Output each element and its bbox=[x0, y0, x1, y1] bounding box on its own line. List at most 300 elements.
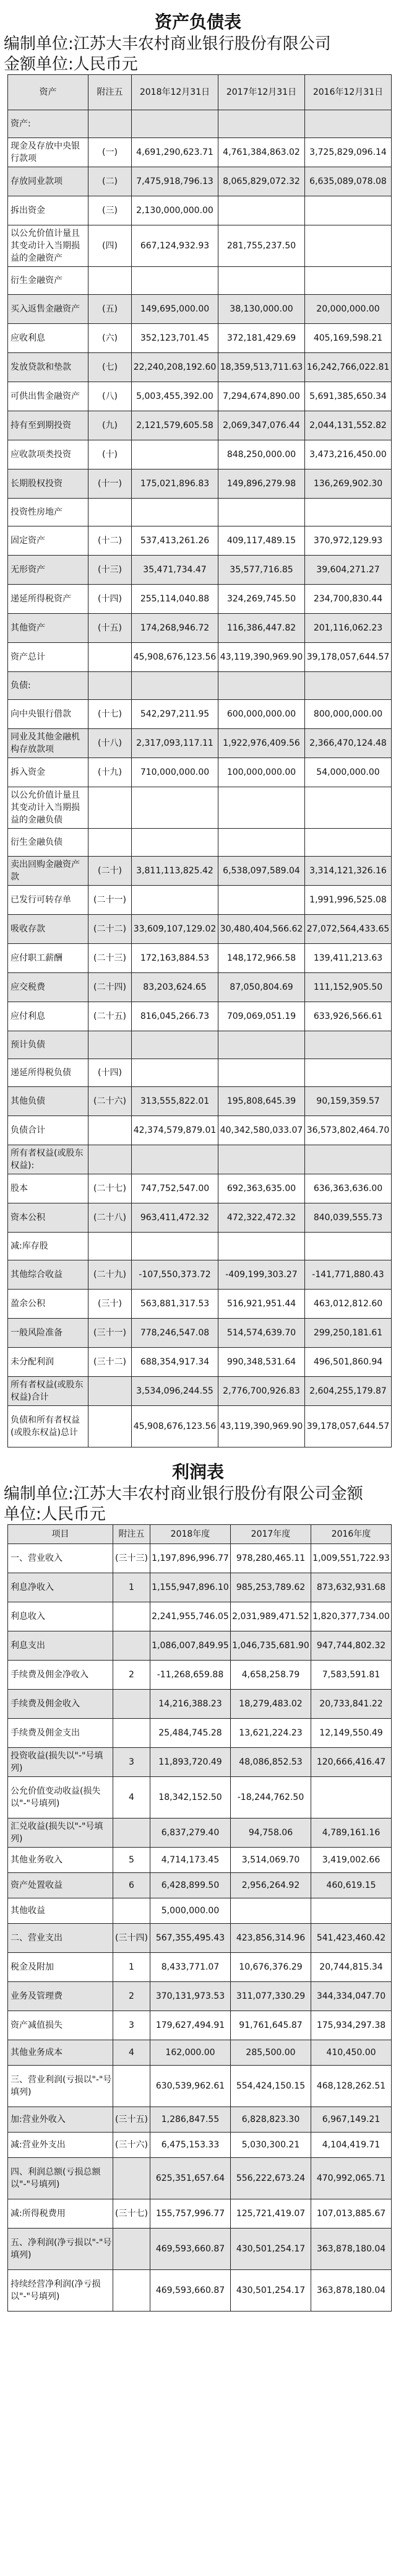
value-2016: 6,967,149.21 bbox=[311, 2107, 392, 2133]
table-row bbox=[8, 2107, 392, 2133]
value-2016: 363,878,180.04 bbox=[311, 2229, 392, 2270]
value-2016 bbox=[305, 829, 392, 857]
value-2016: 470,992,065.71 bbox=[311, 2158, 392, 2199]
value-2017: 285,500.00 bbox=[231, 2040, 311, 2066]
value-2016: 27,072,564,433.65 bbox=[305, 915, 392, 944]
value-2016: 3,725,829,096.14 bbox=[305, 138, 392, 167]
row-label: 可供出售金融资产 bbox=[8, 382, 88, 411]
row-note bbox=[88, 1031, 132, 1059]
value-2016: 633,926,566.61 bbox=[305, 1002, 392, 1031]
value-2016: 1,991,996,525.08 bbox=[305, 886, 392, 915]
value-2016: 120,666,416.47 bbox=[311, 1748, 392, 1777]
table-row bbox=[8, 295, 392, 324]
value-2018: 45,908,676,123.56 bbox=[132, 1406, 218, 1447]
value-2017: 311,077,330.29 bbox=[231, 1982, 311, 2011]
value-2017: 4,658,258.79 bbox=[231, 1661, 311, 1690]
row-note bbox=[113, 1898, 150, 1924]
row-note: (十二) bbox=[88, 526, 132, 556]
value-2018: 1,286,847.55 bbox=[150, 2107, 231, 2133]
row-note: (十三) bbox=[88, 556, 132, 585]
row-label: 资本公积 bbox=[8, 1203, 88, 1233]
table-row bbox=[8, 1873, 392, 1898]
value-2016: 36,573,802,464.70 bbox=[305, 1116, 392, 1145]
table-row bbox=[8, 1898, 392, 1924]
row-note: (六) bbox=[88, 324, 132, 353]
value-2018: 172,163,884.53 bbox=[132, 944, 218, 973]
value-2016: 234,700,830.44 bbox=[305, 585, 392, 614]
value-2018: 1,086,007,849.95 bbox=[150, 1631, 231, 1661]
row-note: (七) bbox=[88, 353, 132, 382]
table-row bbox=[8, 499, 392, 526]
table-row bbox=[8, 1777, 392, 1818]
value-2017: 4,761,384,863.02 bbox=[218, 138, 305, 167]
header-2016: 2016年度 bbox=[311, 1525, 392, 1544]
value-2018: 179,627,494.91 bbox=[150, 2011, 231, 2040]
value-2017: 148,172,966.58 bbox=[218, 944, 305, 973]
balance-sheet-title: 资产负债表 bbox=[154, 12, 241, 32]
value-2018 bbox=[132, 1145, 218, 1174]
table-row bbox=[8, 2040, 392, 2066]
row-label: 手续费及佣金收入 bbox=[8, 1690, 113, 1719]
value-2017: 556,222,673.24 bbox=[231, 2158, 311, 2199]
row-note: 3 bbox=[113, 2011, 150, 2040]
value-2016: 541,423,460.42 bbox=[311, 1924, 392, 1953]
value-2017: 430,501,254.17 bbox=[231, 2270, 311, 2312]
value-2017 bbox=[218, 1145, 305, 1174]
value-2018: 563,881,317.53 bbox=[132, 1290, 218, 1319]
value-2018: 542,297,211.95 bbox=[132, 700, 218, 729]
value-2018: 5,000,000.00 bbox=[150, 1898, 231, 1924]
income-statement-table bbox=[7, 1524, 392, 2312]
table-row bbox=[8, 1690, 392, 1719]
row-note bbox=[88, 1406, 132, 1447]
row-note bbox=[113, 1602, 150, 1631]
value-2016 bbox=[305, 196, 392, 225]
balance-sheet-table bbox=[7, 74, 392, 1447]
value-2018: 11,893,720.49 bbox=[150, 1748, 231, 1777]
value-2017: 2,069,347,076.44 bbox=[218, 411, 305, 440]
value-2016: 463,012,812.60 bbox=[305, 1290, 392, 1319]
value-2017 bbox=[218, 1031, 305, 1059]
value-2017: 978,280,465.11 bbox=[231, 1544, 311, 1573]
value-2017 bbox=[218, 499, 305, 526]
value-2017: 40,342,580,033.07 bbox=[218, 1116, 305, 1145]
value-2016: 6,635,089,078.08 bbox=[305, 167, 392, 196]
row-note: (二十九) bbox=[88, 1260, 132, 1290]
table-row bbox=[8, 614, 392, 643]
row-note: (三) bbox=[88, 196, 132, 225]
value-2016: 39,604,271.27 bbox=[305, 556, 392, 585]
row-note: 4 bbox=[113, 2040, 150, 2066]
row-label: 应付利息 bbox=[8, 1002, 88, 1031]
row-label: 减:所得税费用 bbox=[8, 2199, 113, 2229]
value-2017: 372,181,429.69 bbox=[218, 324, 305, 353]
table-row bbox=[8, 1924, 392, 1953]
table-row bbox=[8, 1377, 392, 1406]
row-label: 手续费及佣金净收入 bbox=[8, 1661, 113, 1690]
row-note: (三十五) bbox=[113, 2107, 150, 2133]
value-2016 bbox=[305, 267, 392, 295]
table-row bbox=[8, 1116, 392, 1145]
row-note: (二十四) bbox=[88, 973, 132, 1002]
value-2016: 468,128,262.51 bbox=[311, 2066, 392, 2107]
value-2018 bbox=[132, 1059, 218, 1087]
table-row bbox=[8, 1002, 392, 1031]
value-2018: 5,003,455,392.00 bbox=[132, 382, 218, 411]
row-label: 四、利润总额(亏损总额以"-"号填列) bbox=[8, 2158, 113, 2199]
row-label: 二、营业支出 bbox=[8, 1924, 113, 1953]
table-row bbox=[8, 787, 392, 829]
value-2017 bbox=[231, 1898, 311, 1924]
row-note: (五) bbox=[88, 295, 132, 324]
row-note bbox=[88, 787, 132, 829]
value-2017: 600,000,000.00 bbox=[218, 700, 305, 729]
value-2018: 174,268,946.72 bbox=[132, 614, 218, 643]
value-2016: 4,104,419.71 bbox=[311, 2133, 392, 2158]
value-2016: 2,044,131,552.82 bbox=[305, 411, 392, 440]
table-row bbox=[8, 886, 392, 915]
value-2018: 778,246,547.08 bbox=[132, 1319, 218, 1348]
row-label: 利息支出 bbox=[8, 1631, 113, 1661]
income-body bbox=[8, 1544, 392, 2312]
value-2017 bbox=[218, 1059, 305, 1087]
value-2018: 33,609,107,129.02 bbox=[132, 915, 218, 944]
value-2017: 6,828,823.30 bbox=[231, 2107, 311, 2133]
value-2018: 45,908,676,123.56 bbox=[132, 643, 218, 672]
table-row bbox=[8, 324, 392, 353]
value-2017: 125,721,419.07 bbox=[231, 2199, 311, 2229]
value-2018: 963,411,472.32 bbox=[132, 1203, 218, 1233]
table-row bbox=[8, 469, 392, 499]
value-2018: 22,240,208,192.60 bbox=[132, 353, 218, 382]
row-label: 利息净收入 bbox=[8, 1573, 113, 1602]
value-2016: 405,169,598.21 bbox=[305, 324, 392, 353]
value-2017: 2,776,700,926.83 bbox=[218, 1377, 305, 1406]
value-2017 bbox=[218, 196, 305, 225]
value-2018: 3,811,113,825.42 bbox=[132, 857, 218, 886]
value-2017: 516,921,951.44 bbox=[218, 1290, 305, 1319]
income-unit-line: 编制单位:江苏大丰农村商业银行股份有限公司金额 bbox=[4, 1484, 363, 1503]
value-2018: 630,539,962.61 bbox=[150, 2066, 231, 2107]
value-2017: 18,359,513,711.63 bbox=[218, 353, 305, 382]
value-2018: 83,203,624.65 bbox=[132, 973, 218, 1002]
value-2018: 6,475,153.33 bbox=[150, 2133, 231, 2158]
value-2016: 175,934,297.38 bbox=[311, 2011, 392, 2040]
table-row bbox=[8, 2270, 392, 2312]
balance-currency-line: 金额单位:人民币元 bbox=[4, 55, 138, 74]
row-label: 以公允价值计量且其变动计入当期损益的金融负债 bbox=[8, 787, 88, 829]
value-2016 bbox=[305, 1233, 392, 1260]
value-2016: -141,771,880.43 bbox=[305, 1260, 392, 1290]
table-row bbox=[8, 2158, 392, 2199]
row-label: 其他综合收益 bbox=[8, 1260, 88, 1290]
value-2018: 25,484,745.28 bbox=[150, 1719, 231, 1748]
value-2016 bbox=[305, 225, 392, 267]
row-label: 资产: bbox=[8, 110, 88, 138]
table-row bbox=[8, 1544, 392, 1573]
value-2018: 162,000.00 bbox=[150, 2040, 231, 2066]
value-2017: 692,363,635.00 bbox=[218, 1174, 305, 1203]
table-row bbox=[8, 1260, 392, 1290]
header-item: 项目 bbox=[8, 1525, 113, 1544]
balance-unit-line: 编制单位:江苏大丰农村商业银行股份有限公司 bbox=[4, 34, 331, 53]
table-row bbox=[8, 2066, 392, 2107]
table-row bbox=[8, 225, 392, 267]
row-label: 现金及存放中央银行款项 bbox=[8, 138, 88, 167]
value-2018: 469,593,660.87 bbox=[150, 2270, 231, 2312]
row-label: 股本 bbox=[8, 1174, 88, 1203]
row-label: 存放同业款项 bbox=[8, 167, 88, 196]
table-row bbox=[8, 556, 392, 585]
value-2018: 2,121,579,605.58 bbox=[132, 411, 218, 440]
value-2016: 3,473,216,450.00 bbox=[305, 440, 392, 469]
row-label: 资产处置收益 bbox=[8, 1873, 113, 1898]
row-note: 3 bbox=[113, 1748, 150, 1777]
row-note: (十四) bbox=[88, 585, 132, 614]
value-2017: 430,501,254.17 bbox=[231, 2229, 311, 2270]
value-2016: 299,250,181.61 bbox=[305, 1319, 392, 1348]
value-2018: 469,593,660.87 bbox=[150, 2229, 231, 2270]
row-note bbox=[113, 2229, 150, 2270]
table-row bbox=[8, 1203, 392, 1233]
table-row bbox=[8, 973, 392, 1002]
row-label: 衍生金融资产 bbox=[8, 267, 88, 295]
table-row bbox=[8, 1059, 392, 1087]
value-2017: 7,294,674,890.00 bbox=[218, 382, 305, 411]
table-row bbox=[8, 1087, 392, 1116]
table-row bbox=[8, 1145, 392, 1174]
row-note: (十九) bbox=[88, 758, 132, 787]
value-2018: 42,374,579,879.01 bbox=[132, 1116, 218, 1145]
row-label: 五、净利润(净亏损以"-"号填列) bbox=[8, 2229, 113, 2270]
value-2018: 816,045,266.73 bbox=[132, 1002, 218, 1031]
row-label: 一、营业收入 bbox=[8, 1544, 113, 1573]
row-note bbox=[88, 1116, 132, 1145]
value-2018: 149,695,000.00 bbox=[132, 295, 218, 324]
row-note: (四) bbox=[88, 225, 132, 267]
table-row bbox=[8, 1348, 392, 1377]
table-row bbox=[8, 2199, 392, 2229]
value-2017: 6,538,097,589.04 bbox=[218, 857, 305, 886]
value-2016: 39,178,057,644.57 bbox=[305, 1406, 392, 1447]
value-2017 bbox=[218, 1233, 305, 1260]
row-label: 其他业务成本 bbox=[8, 2040, 113, 2066]
value-2018: 6,837,279.40 bbox=[150, 1818, 231, 1848]
value-2016: 20,000,000.00 bbox=[305, 295, 392, 324]
value-2017: 3,514,069.70 bbox=[231, 1848, 311, 1873]
value-2016 bbox=[305, 787, 392, 829]
table-row bbox=[8, 1748, 392, 1777]
value-2018: 313,555,822.01 bbox=[132, 1087, 218, 1116]
row-label: 向中央银行借款 bbox=[8, 700, 88, 729]
table-row bbox=[8, 1406, 392, 1447]
value-2017: 709,069,051.19 bbox=[218, 1002, 305, 1031]
row-note bbox=[113, 1631, 150, 1661]
table-row bbox=[8, 267, 392, 295]
value-2016: 1,820,377,734.00 bbox=[311, 1602, 392, 1631]
row-note bbox=[88, 110, 132, 138]
table-row bbox=[8, 167, 392, 196]
value-2018 bbox=[132, 1031, 218, 1059]
header-2018: 2018年12月31日 bbox=[132, 75, 218, 110]
row-label: 其他资产 bbox=[8, 614, 88, 643]
value-2017: 48,086,852.53 bbox=[231, 1748, 311, 1777]
row-label: 其他收益 bbox=[8, 1898, 113, 1924]
row-note bbox=[113, 2066, 150, 2107]
row-note: (二十二) bbox=[88, 915, 132, 944]
row-note: (三十一) bbox=[88, 1319, 132, 1348]
value-2017: -409,199,303.27 bbox=[218, 1260, 305, 1290]
value-2018: 2,317,093,117.11 bbox=[132, 729, 218, 758]
row-label: 加:营业外收入 bbox=[8, 2107, 113, 2133]
value-2018 bbox=[132, 829, 218, 857]
value-2017: 423,856,314.96 bbox=[231, 1924, 311, 1953]
value-2016 bbox=[305, 110, 392, 138]
table-row bbox=[8, 1290, 392, 1319]
value-2018: 155,757,996.77 bbox=[150, 2199, 231, 2229]
row-note: (二十六) bbox=[88, 1087, 132, 1116]
value-2017: 848,250,000.00 bbox=[218, 440, 305, 469]
value-2016: 344,334,047.70 bbox=[311, 1982, 392, 2011]
row-label: 衍生金融负债 bbox=[8, 829, 88, 857]
value-2018: 710,000,000.00 bbox=[132, 758, 218, 787]
row-label: 发放贷款和垫款 bbox=[8, 353, 88, 382]
value-2016: 20,733,841.22 bbox=[311, 1690, 392, 1719]
row-note: (二十八) bbox=[88, 1203, 132, 1233]
row-note: (十) bbox=[88, 440, 132, 469]
value-2018: 4,714,173.45 bbox=[150, 1848, 231, 1873]
table-row bbox=[8, 411, 392, 440]
value-2017: 2,031,989,471.52 bbox=[231, 1602, 311, 1631]
income-header-row bbox=[8, 1525, 392, 1544]
row-label: 税金及附加 bbox=[8, 1953, 113, 1982]
value-2017: 324,269,745.50 bbox=[218, 585, 305, 614]
value-2016 bbox=[305, 1145, 392, 1174]
row-label: 手续费及佣金支出 bbox=[8, 1719, 113, 1748]
value-2016: 840,039,555.73 bbox=[305, 1203, 392, 1233]
value-2017: 5,030,300.21 bbox=[231, 2133, 311, 2158]
row-note: 5 bbox=[113, 1848, 150, 1873]
value-2017: 100,000,000.00 bbox=[218, 758, 305, 787]
value-2016: 947,744,802.32 bbox=[311, 1631, 392, 1661]
table-row bbox=[8, 1982, 392, 2011]
value-2018 bbox=[132, 440, 218, 469]
row-note: (二十) bbox=[88, 857, 132, 886]
row-label: 其他负债 bbox=[8, 1087, 88, 1116]
value-2017: 2,956,264.92 bbox=[231, 1873, 311, 1898]
row-label: 买入返售金融资产 bbox=[8, 295, 88, 324]
row-note: (三十三) bbox=[113, 1544, 150, 1573]
value-2016: 460,619.15 bbox=[311, 1873, 392, 1898]
row-note bbox=[113, 2158, 150, 2199]
value-2018: 18,342,152.50 bbox=[150, 1777, 231, 1818]
row-label: 递延所得税负债 bbox=[8, 1059, 88, 1087]
row-note: (十五) bbox=[88, 614, 132, 643]
row-note: 1 bbox=[113, 1953, 150, 1982]
balance-header-row bbox=[8, 75, 392, 110]
row-label: 负债合计 bbox=[8, 1116, 88, 1145]
value-2016: 410,450.00 bbox=[311, 2040, 392, 2066]
row-label: 减:营业外支出 bbox=[8, 2133, 113, 2158]
value-2018: 7,475,918,796.13 bbox=[132, 167, 218, 196]
value-2018: 352,123,701.45 bbox=[132, 324, 218, 353]
value-2017: 409,117,489.15 bbox=[218, 526, 305, 556]
row-label: 资产减值损失 bbox=[8, 2011, 113, 2040]
row-label: 所有者权益(或股东权益): bbox=[8, 1145, 88, 1174]
value-2018 bbox=[132, 787, 218, 829]
value-2016: 370,972,129.93 bbox=[305, 526, 392, 556]
value-2017: 514,574,639.70 bbox=[218, 1319, 305, 1348]
row-label: 应收款项类投资 bbox=[8, 440, 88, 469]
value-2017 bbox=[218, 829, 305, 857]
value-2016: 136,269,902.30 bbox=[305, 469, 392, 499]
row-label: 应交税费 bbox=[8, 973, 88, 1002]
row-label: 应付职工薪酬 bbox=[8, 944, 88, 973]
row-label: 三、营业利润(亏损以"-"号填列) bbox=[8, 2066, 113, 2107]
value-2018 bbox=[132, 499, 218, 526]
value-2016: 16,242,766,022.81 bbox=[305, 353, 392, 382]
row-label: 汇兑收益(损失以"-"号填列) bbox=[8, 1818, 113, 1848]
row-label: 投资收益(损失以"-"号填列) bbox=[8, 1748, 113, 1777]
value-2016: 2,604,255,179.87 bbox=[305, 1377, 392, 1406]
row-label: 所有者权益(或股东权益)合计 bbox=[8, 1377, 88, 1406]
table-row bbox=[8, 700, 392, 729]
value-2017: 1,922,976,409.56 bbox=[218, 729, 305, 758]
value-2016: 800,000,000.00 bbox=[305, 700, 392, 729]
value-2016 bbox=[311, 1777, 392, 1818]
value-2017: 91,761,645.87 bbox=[231, 2011, 311, 2040]
row-label: 其他业务收入 bbox=[8, 1848, 113, 1873]
header-2017: 2017年度 bbox=[231, 1525, 311, 1544]
value-2017: 10,676,376.29 bbox=[231, 1953, 311, 1982]
row-label: 拆出资金 bbox=[8, 196, 88, 225]
table-row bbox=[8, 829, 392, 857]
value-2016: 111,152,905.50 bbox=[305, 973, 392, 1002]
row-note: (三十二) bbox=[88, 1348, 132, 1377]
row-label: 未分配利润 bbox=[8, 1348, 88, 1377]
value-2017: 1,046,735,681.90 bbox=[231, 1631, 311, 1661]
table-row bbox=[8, 758, 392, 787]
row-label: 卖出回购金融资产款 bbox=[8, 857, 88, 886]
value-2017 bbox=[218, 787, 305, 829]
table-row bbox=[8, 1661, 392, 1690]
table-row bbox=[8, 944, 392, 973]
value-2018: 667,124,932.93 bbox=[132, 225, 218, 267]
table-row bbox=[8, 382, 392, 411]
row-note: 6 bbox=[113, 1873, 150, 1898]
value-2018: -107,550,373.72 bbox=[132, 1260, 218, 1290]
spacer bbox=[0, 1447, 396, 1459]
table-row bbox=[8, 1319, 392, 1348]
value-2018: 175,021,896.83 bbox=[132, 469, 218, 499]
table-row bbox=[8, 1953, 392, 1982]
row-note bbox=[113, 1690, 150, 1719]
value-2018 bbox=[132, 1233, 218, 1260]
header-2018: 2018年度 bbox=[150, 1525, 231, 1544]
header-item: 资产 bbox=[8, 75, 88, 110]
table-row bbox=[8, 1818, 392, 1848]
table-row bbox=[8, 440, 392, 469]
value-2017: 18,279,483.02 bbox=[231, 1690, 311, 1719]
value-2016: 873,632,931.68 bbox=[311, 1573, 392, 1602]
value-2017 bbox=[218, 672, 305, 700]
value-2017 bbox=[218, 267, 305, 295]
row-note: (二十五) bbox=[88, 1002, 132, 1031]
table-row bbox=[8, 2133, 392, 2158]
value-2018 bbox=[132, 672, 218, 700]
row-note: (三十六) bbox=[113, 2133, 150, 2158]
value-2016: 636,363,636.00 bbox=[305, 1174, 392, 1203]
